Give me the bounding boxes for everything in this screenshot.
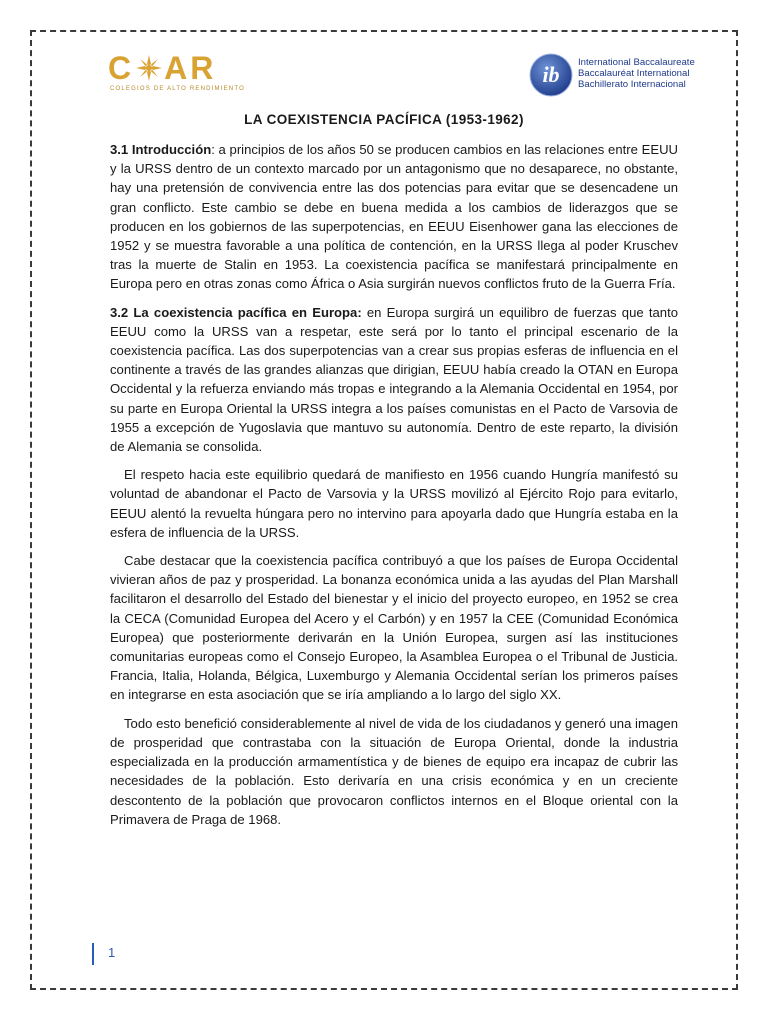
paragraph: Cabe destacar que la coexistencia pacífica contribuyó a que los países de Europa Occidental vivieran años de paz y prosperidad. La bonanza económica unida a las ayudas del Plan Marshall facilitaron el desarrollo del Estado del bienestar y el inicio del proyecto europeo, en 1952 se crea la CECA (Comunidad Europea del Acero y el Carbón) y en 1957 la CEE (Comunidad Económica Europea) que posteriormente derivarán en la Unión Europea, surgen así las instituciones comunitarias europeas como el Consejo Europeo, la Asamblea Europea o el Tribunal de Justicia. Francia, Italia, Holanda, Bélgica, Luxemburgo y Alemania Occidental serían los primeros países en integrarse en esta asociación que se iría ampliando a lo largo del siglo XX. (110, 553, 678, 703)
section-text: : a principios de los años 50 se producen cambios en las relaciones entre EEUU y la URSS dentro de un contexto marcado por un antagonismo que no desaparece, no obstante, hay una pretensión de convivencia entre las dos potencias para evitar que se desencadene un gran conflicto. Este cambio se debe en buena medida a los cambios de liderazgos que se producen en los gobiernos de las superpotencias, en EEUU Eisenhower gana las elecciones de 1952 y se muestra favorable a una política de contención, en la URSS llega al poder Kruschev tras la muerte de Stalin en 1953. La coexistencia pacífica se manifestará principalmente en Europa pero en otras zonas como África o Asia surgirán nuevos conflictos fruto de la Guerra Fría. (110, 142, 678, 292)
ib-text (578, 57, 695, 90)
ib-logo (528, 52, 708, 98)
section-heading: 3.2 La coexistencia pacífica en Europa: (110, 304, 362, 320)
page-number: 1 (108, 945, 116, 960)
section-heading: 3.1 Introducción (110, 142, 212, 157)
document-body (110, 140, 678, 838)
section-coexistencia-europa (110, 303, 678, 457)
coar-logo (108, 50, 248, 97)
ib-badge-icon (528, 52, 574, 98)
coar-wordmark-left: C (108, 50, 135, 86)
document-title: LA COEXISTENCIA PACÍFICA (1953-1962) (244, 112, 524, 127)
section-introduccion (110, 140, 678, 294)
coar-wordmark (108, 50, 217, 86)
page-header (108, 50, 708, 102)
ib-badge-text: ib (542, 62, 560, 87)
coar-wordmark-right: AR (164, 50, 217, 86)
ib-line-fr: Baccalauréat International (578, 68, 690, 79)
ib-line-es: Bachillerato Internacional (578, 79, 686, 90)
section-text: en Europa surgirá un equilibro de fuerzas que tanto EEUU como la URSS van a respetar, este será por lo tanto el principal escenario de la coexistencia pacífica. Las dos superpotencias van a crear sus propias esferas de influencia en el continente a través de las grandes alianzas que dirigian, EEUU había creado la OTAN en Europa Occidental y la refuerza enviando más tropas e integrando a la Alemania Occidental en 1954, por su parte en Europa Oriental la URSS integra a los países comunistas en el Pacto de Varsovia de 1955 a excepción de Yugoslavia que mantuvo su autonomía. Dentro de este reparto, la división de Alemania se consolida. (110, 304, 678, 455)
paragraph: El respeto hacia este equilibrio quedará de manifiesto en 1956 cuando Hungría manifestó su voluntad de abandonar el Pacto de Varsovia y la URSS movilizó al Ejército Rojo para evitarlo, EEUU alentó la revuelta húngara pero no intervino para apoyarla dado que Hungría estaba en la esfera de influencia de la URSS. (110, 467, 678, 540)
sun-star-icon (136, 55, 162, 81)
page-number-marker (92, 943, 94, 965)
ib-line-en: International Baccalaureate (578, 57, 695, 68)
coar-tagline: COLEGIOS DE ALTO RENDIMIENTO (110, 86, 245, 92)
paragraph: Todo esto benefició considerablemente al nivel de vida de los ciudadanos y generó una imagen de prosperidad que contrastaba con la situación de Europa Oriental, donde la industria especializada en la producción armamentística y de bienes de equipo era incapaz de cubrir las necesidades de la población. Esto derivaría en una crisis económica y en un creciente descontento de la población que provocaron conflictos internos en el Bloque oriental con la Primavera de Praga de 1968. (110, 715, 678, 827)
